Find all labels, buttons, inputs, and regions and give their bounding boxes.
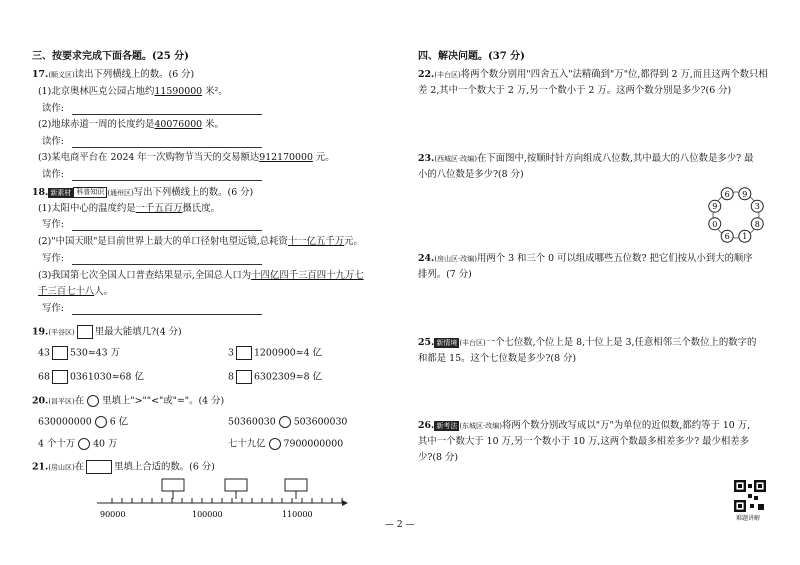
- qr-label: 难题讲解: [736, 515, 761, 522]
- digit-label: 0: [712, 219, 718, 229]
- q18-part2: (2)"中国天眼"是目前世界上最大的单口径射电望远镜,总耗资十一亿五千万元。: [38, 236, 363, 247]
- q17-answer-line-3[interactable]: [72, 180, 262, 181]
- q17-part1: (1)北京奥林匹克公园占地约11590000 米²。: [38, 86, 228, 97]
- q24-line2: 排列。(7 分): [418, 269, 472, 280]
- q21-answer-box-2[interactable]: [225, 479, 247, 491]
- tick-label-100000: 100000: [192, 510, 223, 519]
- q20-item-c: 4 个十万 40 万: [38, 438, 118, 450]
- q17-part2: (2)地球赤道一周的长度约是40076000 米。: [38, 119, 224, 130]
- page-number: — 2 —: [385, 520, 415, 530]
- q20-item-a: 630000000 6 亿: [38, 416, 129, 428]
- q26-line2: 其中一个数大于 10 万,另一个数小于 10 万,这两个数最多相差多少? 最少相差多: [418, 436, 749, 447]
- section-4-title: 四、解决问题。(37 分): [418, 51, 525, 62]
- q18-answer-line-3[interactable]: [72, 314, 262, 315]
- q18-part3-line1: (3)我国第七次全国人口普查结果显示,全国总人口为十四亿四千三百四十九万七: [38, 270, 364, 281]
- q19-item-d: 8 6302309≈8 亿: [228, 371, 322, 383]
- q18-write1-label: 写作:: [42, 219, 64, 230]
- digit-ring-track: [713, 189, 759, 238]
- q19-item-a: 43 530≈43 万: [38, 347, 120, 359]
- q17-read2-label: 读作:: [42, 136, 64, 147]
- qr-code[interactable]: [734, 480, 766, 512]
- q21-answer-box-3[interactable]: [285, 479, 307, 491]
- q21-stem: 21.(房山区)在 里填上合适的数。(6 分): [32, 461, 215, 473]
- q26-line3: 少?(8 分): [418, 452, 459, 463]
- q19-box-b[interactable]: [236, 346, 252, 360]
- q21-box-sample: [86, 460, 112, 474]
- digit-label: 9: [742, 189, 748, 199]
- q17-read1-label: 读作:: [42, 103, 64, 114]
- digit-label: 3: [754, 202, 760, 212]
- section-3-title: 三、按要求完成下面各题。(25 分): [32, 51, 189, 62]
- q20-circle-a[interactable]: [95, 416, 107, 428]
- q22-line2: 差 2,其中一个数大于 2 万,另一个数小于 2 万。这两个数分别是多少?(6 分): [418, 85, 732, 96]
- q19-item-b: 3 1200900≈4 亿: [228, 347, 322, 359]
- q20-circle-sample: [87, 395, 99, 407]
- q18-write3-label: 写作:: [42, 303, 64, 314]
- digit-label: 6: [724, 189, 730, 199]
- digit-label: 9: [712, 202, 718, 212]
- q20-item-b: 50360030 503600030: [228, 416, 348, 428]
- q21-number-line: [92, 475, 352, 525]
- q23-line1: 23.(西城区·改编)在下面图中,按顺时针方向组成八位数,其中最大的八位数是多少? 最: [418, 153, 754, 164]
- q23-line2: 小的八位数是多少?(8 分): [418, 169, 524, 180]
- tick-label-90000: 90000: [100, 510, 126, 519]
- q21-answer-box-1[interactable]: [162, 479, 184, 491]
- q18-write2-label: 写作:: [42, 253, 64, 264]
- q18-stem: 18. 新素材 科普知识 (通州区)写出下列横线上的数。(6 分): [32, 187, 254, 198]
- q17-stem: 17.(顺义区)读出下列横线上的数。(6 分): [32, 69, 195, 80]
- digit-label: 8: [754, 219, 760, 229]
- q26-line1: 26. 新考法 (东城区·改编)将两个数分别改写成以"万"为单位的近似数,都约等于 10 万,: [418, 420, 751, 431]
- q19-box-a[interactable]: [52, 346, 68, 360]
- q19-item-c: 68 0361030≈68 亿: [38, 371, 144, 383]
- q20-circle-b[interactable]: [279, 416, 291, 428]
- q17-part3: (3)某电商平台在 2024 年一次购物节当天的交易额达912170000 元。: [38, 152, 335, 163]
- q18-part1: (1)太阳中心的温度约是一千五百万摄氏度。: [38, 203, 221, 214]
- q17-read3-label: 读作:: [42, 169, 64, 180]
- tick-label-110000: 110000: [282, 510, 313, 519]
- q24-line1: 24.(房山区·改编)用两个 3 和三个 0 可以组成哪些五位数? 把它们按从小到大的顺序: [418, 253, 753, 264]
- q18-part3-line2: 千三百七十八人。: [38, 286, 114, 297]
- number-line-ticks: [112, 498, 342, 503]
- q25-line1: 25. 新情境 (丰台区)一个七位数,个位上是 8,十位上是 3,任意相邻三个数位上的数字的: [418, 337, 757, 348]
- q19-stem: 19.(平谷区) 里最大能填几?(4 分): [32, 326, 182, 338]
- q18-answer-line-1[interactable]: [72, 230, 262, 231]
- q19-box-d[interactable]: [236, 370, 252, 384]
- q25-line2: 和都是 15。这个七位数是多少?(8 分): [418, 353, 577, 364]
- q23-digit-ring: [704, 183, 768, 247]
- q17-answer-line-1[interactable]: [72, 114, 262, 115]
- digit-label: 1: [742, 232, 748, 242]
- q20-stem: 20.(昌平区)在 里填上">""<"或"="。(4 分): [32, 395, 225, 407]
- q17-answer-line-2[interactable]: [72, 147, 262, 148]
- q20-circle-d[interactable]: [269, 438, 281, 450]
- q19-box-sample: [77, 325, 93, 339]
- q19-box-c[interactable]: [52, 370, 68, 384]
- q20-circle-c[interactable]: [78, 438, 90, 450]
- digit-label: 6: [724, 232, 730, 242]
- number-line-arrow: [342, 500, 348, 506]
- q22-line1: 22.(丰台区)将两个数分别用"四舍五入"法精确到"万"位,都得到 2 万,而且这两个数只相: [418, 69, 768, 80]
- digit-ring-group: [709, 188, 763, 242]
- q18-answer-line-2[interactable]: [72, 264, 262, 265]
- q20-item-d: 七十九亿 7900000000: [228, 438, 344, 450]
